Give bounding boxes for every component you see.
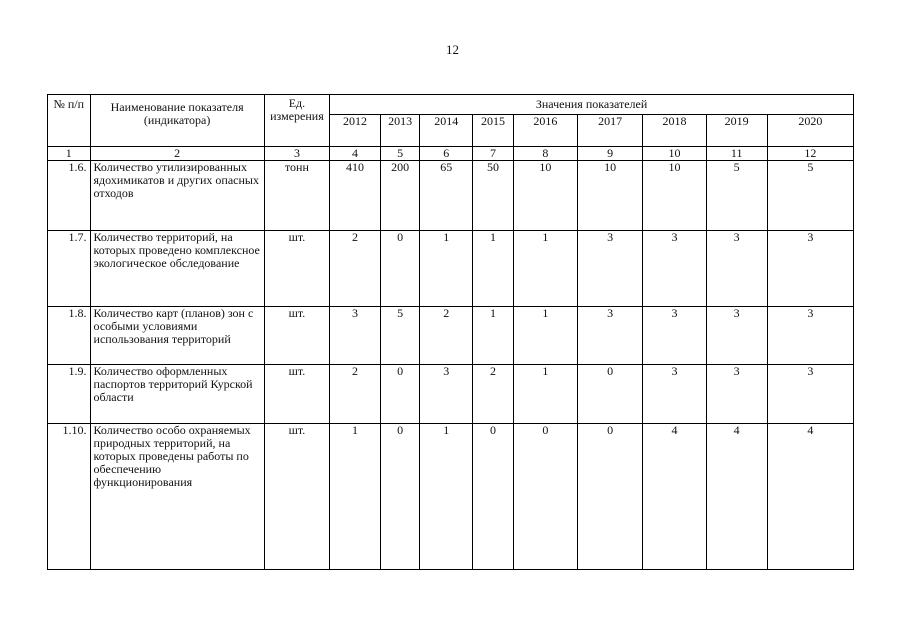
value-cell: 3	[577, 307, 642, 365]
value-cell: 3	[706, 231, 767, 307]
year-header: 2014	[420, 115, 473, 147]
year-header: 2012	[330, 115, 381, 147]
value-cell: 1	[513, 365, 577, 424]
value-cell: 65	[420, 161, 473, 231]
header-unit: Ед. измерения	[264, 95, 329, 147]
value-cell: 3	[706, 365, 767, 424]
value-cell: 2	[473, 365, 513, 424]
value-cell: 3	[767, 365, 853, 424]
column-number: 8	[513, 147, 577, 161]
year-header: 2020	[767, 115, 853, 147]
year-header: 2017	[577, 115, 642, 147]
value-cell: 0	[577, 365, 642, 424]
value-cell: 0	[513, 424, 577, 570]
unit-cell: шт.	[264, 365, 329, 424]
value-cell: 10	[577, 161, 642, 231]
column-number: 4	[330, 147, 381, 161]
value-cell: 10	[643, 161, 706, 231]
row-number: 1.8.	[48, 307, 91, 365]
value-cell: 200	[380, 161, 419, 231]
table-row	[48, 424, 854, 570]
row-number: 1.6.	[48, 161, 91, 231]
value-cell: 4	[767, 424, 853, 570]
value-cell: 3	[577, 231, 642, 307]
value-cell: 410	[330, 161, 381, 231]
row-number: 1.7.	[48, 231, 91, 307]
value-cell: 50	[473, 161, 513, 231]
value-cell: 2	[330, 231, 381, 307]
indicator-name: Количество особо охраняемых природных территорий, на которых проведены работы по обеспечению функционирования	[90, 424, 264, 570]
value-cell: 2	[330, 365, 381, 424]
year-header: 2013	[380, 115, 419, 147]
unit-cell: шт.	[264, 307, 329, 365]
column-number: 11	[706, 147, 767, 161]
column-number: 9	[577, 147, 642, 161]
indicator-name: Количество территорий, на которых проведено комплексное экологическое обследование	[90, 231, 264, 307]
column-numbers-row	[48, 147, 854, 161]
value-cell: 1	[513, 307, 577, 365]
column-number: 7	[473, 147, 513, 161]
value-cell: 0	[380, 231, 419, 307]
value-cell: 2	[420, 307, 473, 365]
value-cell: 1	[420, 424, 473, 570]
year-header: 2016	[513, 115, 577, 147]
value-cell: 0	[380, 365, 419, 424]
value-cell: 4	[706, 424, 767, 570]
table-row	[48, 231, 854, 307]
value-cell: 1	[473, 231, 513, 307]
year-header: 2018	[643, 115, 706, 147]
header-no: № п/п	[48, 95, 91, 147]
unit-cell: тонн	[264, 161, 329, 231]
value-cell: 1	[473, 307, 513, 365]
table-row	[48, 161, 854, 231]
column-number: 6	[420, 147, 473, 161]
header-values: Значения показателей	[330, 95, 854, 115]
value-cell: 0	[473, 424, 513, 570]
value-cell: 3	[643, 365, 706, 424]
year-header: 2015	[473, 115, 513, 147]
column-number: 5	[380, 147, 419, 161]
value-cell: 5	[706, 161, 767, 231]
year-header: 2019	[706, 115, 767, 147]
unit-cell: шт.	[264, 231, 329, 307]
column-number: 3	[264, 147, 329, 161]
value-cell: 3	[643, 307, 706, 365]
indicators-table	[47, 94, 854, 570]
header-name: Наименование показателя (индикатора)	[90, 95, 264, 147]
table-row	[48, 307, 854, 365]
value-cell: 3	[767, 231, 853, 307]
value-cell: 10	[513, 161, 577, 231]
value-cell: 3	[330, 307, 381, 365]
value-cell: 1	[513, 231, 577, 307]
row-number: 1.10.	[48, 424, 91, 570]
page-number: 12	[446, 42, 459, 57]
table-row	[48, 365, 854, 424]
indicator-name: Количество карт (планов) зон с особыми условиями использования территорий	[90, 307, 264, 365]
indicator-name: Количество утилизированных ядохимикатов и других опасных отходов	[90, 161, 264, 231]
value-cell: 5	[380, 307, 419, 365]
header-row	[48, 95, 854, 115]
value-cell: 1	[420, 231, 473, 307]
value-cell: 3	[767, 307, 853, 365]
value-cell: 3	[643, 231, 706, 307]
value-cell: 5	[767, 161, 853, 231]
value-cell: 0	[380, 424, 419, 570]
column-number: 2	[90, 147, 264, 161]
column-number: 1	[48, 147, 91, 161]
indicator-name: Количество оформленных паспортов территорий Курской области	[90, 365, 264, 424]
unit-cell: шт.	[264, 424, 329, 570]
value-cell: 3	[420, 365, 473, 424]
value-cell: 1	[330, 424, 381, 570]
value-cell: 4	[643, 424, 706, 570]
column-number: 10	[643, 147, 706, 161]
value-cell: 3	[706, 307, 767, 365]
value-cell: 0	[577, 424, 642, 570]
column-number: 12	[767, 147, 853, 161]
row-number: 1.9.	[48, 365, 91, 424]
